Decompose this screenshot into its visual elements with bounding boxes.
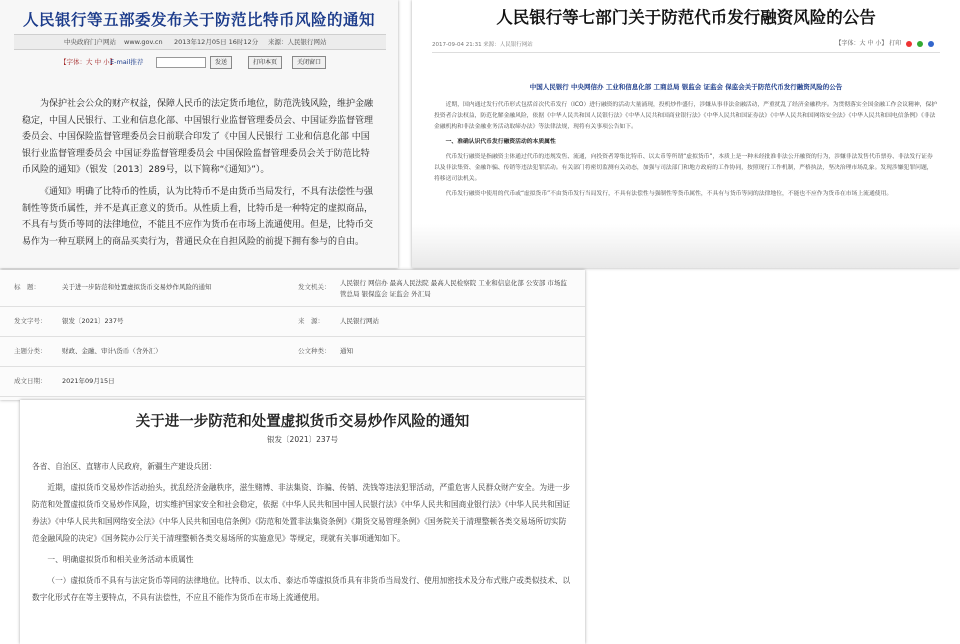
meta-site[interactable]: www.gov.cn <box>124 38 163 46</box>
notice-2013-panel <box>0 0 398 268</box>
notice-2021-body <box>32 458 572 610</box>
paragraph: 近期，国内通过发行代币形式包括首次代币发行（ICO）进行融资的活动大量涌现，投机炒作盛行，涉嫌从事非法金融活动，严重扰乱了经济金融秩序。为贯彻落实全国金融工作会议精神，保护投资者合法权益，防范化解金融风险，依据《中华人民共和国人民银行法》《中华人民共和国商业银行法》《中华人民共和国证券法》《中华人民共和国网络安全法》《中华人民共和国电信条例》《非法金融机构和非法金融业务活动取缔办法》等法律法规，现将有关事项公告如下。 <box>434 102 938 130</box>
label-docno: 发文字号： <box>14 317 47 325</box>
value-doctype: 通知 <box>340 347 353 355</box>
share-toolbar[interactable] <box>836 38 935 47</box>
notice-2013-toolbar <box>14 54 386 70</box>
paragraph: 代币发行融资是指融资主体通过代币的违规发售、流通，向投资者筹集比特币、以太币等所谓“虚拟货币”，本质上是一种未经批准非法公开融资的行为，涉嫌非法发售代币票券、非法发行证券以及非法集资、金融诈骗、传销等违法犯罪活动。有关部门将密切监测有关动态，加强与司法部门和地方政府的工作协同，按照现行工作机制，严格执法，坚决治理市场乱象。发现涉嫌犯罪问题，将移送司法机关。 <box>434 154 933 182</box>
table-row <box>0 366 585 397</box>
send-button[interactable]: 发送 <box>210 56 232 69</box>
label-source: 来 源： <box>298 317 324 325</box>
value-docno: 银发〔2021〕237号 <box>62 317 124 325</box>
label-date: 成文日期： <box>14 377 47 385</box>
section-heading: 一、准确认识代币发行融资活动的本质属性 <box>445 139 556 145</box>
value-topic: 财政、金融、审计\货币（含外汇） <box>62 347 162 355</box>
label-issuer: 发文机关： <box>298 283 331 291</box>
share-icon[interactable] <box>906 41 912 47</box>
section-heading: 一、明确虚拟货币和相关业务活动本质属性 <box>47 555 194 564</box>
divider <box>432 52 940 53</box>
notice-2013-meta <box>14 34 386 50</box>
announcement-2017-body <box>434 100 938 204</box>
table-row <box>0 270 585 307</box>
value-date: 2021年09月15日 <box>62 377 115 385</box>
label-topic: 主题分类： <box>14 347 47 355</box>
value-source: 人民银行网站 <box>340 317 379 325</box>
notice-2021-title: 关于进一步防范和处置虚拟货币交易炒作风险的通知 <box>135 413 470 430</box>
meta-date: 2013年12月05日 16时12分 <box>174 38 259 46</box>
notice-2013-body <box>22 96 374 255</box>
label-doctype: 公文种类： <box>298 347 331 355</box>
value-title: 关于进一步防范和处置虚拟货币交易炒作风险的通知 <box>62 283 212 291</box>
notice-2013-title: 人民银行等五部委发布关于防范比特币风险的通知 <box>22 11 375 29</box>
close-window-button[interactable]: 关闭窗口 <box>292 56 326 69</box>
weibo-icon[interactable] <box>928 41 934 47</box>
fade-overlay <box>412 224 960 268</box>
announcement-2017-issuers: 中国人民银行 中央网信办 工业和信息化部 工商总局 银监会 证监会 保监会关于防范代币发行融资风险的公告 <box>529 83 843 91</box>
paragraph: 为保护社会公众的财产权益，保障人民币的法定货币地位，防范洗钱风险，维护金融稳定，中国人民银行、工业和信息化部、中国银行业监督管理委员会、中国证券监督管理委员会、中国保险监督管理委员会日前联合印发了《中国人民银行 工业和信息化部 中国银行业监督管理委员会 中国证券监督管理委员会 中国保险监督管理委员会关于防范比特币风险的通知》（银发〔2013〕289号，以下简称“《通知》”）。 <box>22 99 374 176</box>
value-issuer: 人民银行 网信办 最高人民法院 最高人民检察院 工业和信息化部 公安部 市场监管总局 银保监会 证监会 外汇局 <box>340 279 567 298</box>
table-row <box>0 306 585 337</box>
print-button[interactable]: 打印本页 <box>248 56 282 69</box>
wechat-icon[interactable] <box>917 41 923 47</box>
notice-2021-docno: 银发〔2021〕237号 <box>267 435 338 444</box>
email-input[interactable] <box>156 57 206 68</box>
font-print-control[interactable]: 【字体：大 中 小】 打印 <box>835 40 902 47</box>
paragraph: 近期，虚拟货币交易炒作活动抬头，扰乱经济金融秩序，滋生赌博、非法集资、诈骗、传销、洗钱等违法犯罪活动，严重危害人民群众财产安全。为进一步防范和处置虚拟货币交易炒作风险，切实维护国家安全和社会稳定，依据《中华人民共和国中国人民银行法》《中华人民共和国商业银行法》《中华人民共和国证券法》《中华人民共和国网络安全法》《中华人民共和国电信条例》《防范和处置非法集资条例》《期货交易管理条例》《国务院关于清理整顿各类交易场所切实防范金融风险的决定》《国务院办公厅关于清理整顿各类交易场所的实施意见》等规定，现就有关事项通知如下。 <box>32 483 571 543</box>
meta-origin: 来源：人民银行网站 <box>268 38 327 46</box>
table-row <box>0 336 585 367</box>
paragraph: 代币发行融资中使用的代币或“虚拟货币”不由货币发行当局发行，不具有法偿性与强制性等货币属性，不具有与货币等同的法律地位，不能也不应作为货币在市场上流通使用。 <box>445 191 893 197</box>
salutation: 各省、自治区、直辖市人民政府，新疆生产建设兵团： <box>32 462 217 471</box>
announcement-2017-meta: 2017-09-04 21:31 来源：人民银行网站 <box>432 42 533 48</box>
notice-2021-panel <box>20 400 585 644</box>
paragraph: （一）虚拟货币不具有与法定货币等同的法律地位。比特币、以太币、泰达币等虚拟货币具有非货币当局发行、使用加密技术及分布式账户或类似技术、以数字化形式存在等主要特点，不具有法偿性，不应且不能作为货币在市场上流通使用。 <box>32 576 571 602</box>
announcement-2017-title: 人民银行等七部门关于防范代币发行融资风险的公告 <box>496 8 876 27</box>
meta-source: 中央政府门户网站 <box>64 38 116 46</box>
announcement-2017-panel <box>412 0 960 268</box>
email-recommend-label: E-mail推荐 <box>110 58 144 66</box>
notice-2021-metadata-table <box>0 270 585 400</box>
label-title: 标 题： <box>14 283 40 291</box>
paragraph: 《通知》明确了比特币的性质，认为比特币不是由货币当局发行，不具有法偿性与强制性等货币属性，并不是真正意义的货币。从性质上看，比特币是一种特定的虚拟商品，不具有与货币等同的法律地位，不能且不应作为货币在市场上流通使用。但是，比特币交易作为一种互联网上的商品买卖行为，普通民众在自担风险的前提下拥有参与的自由。 <box>22 186 374 247</box>
font-size-control[interactable]: 【字体：大 中 小】 <box>60 58 117 66</box>
